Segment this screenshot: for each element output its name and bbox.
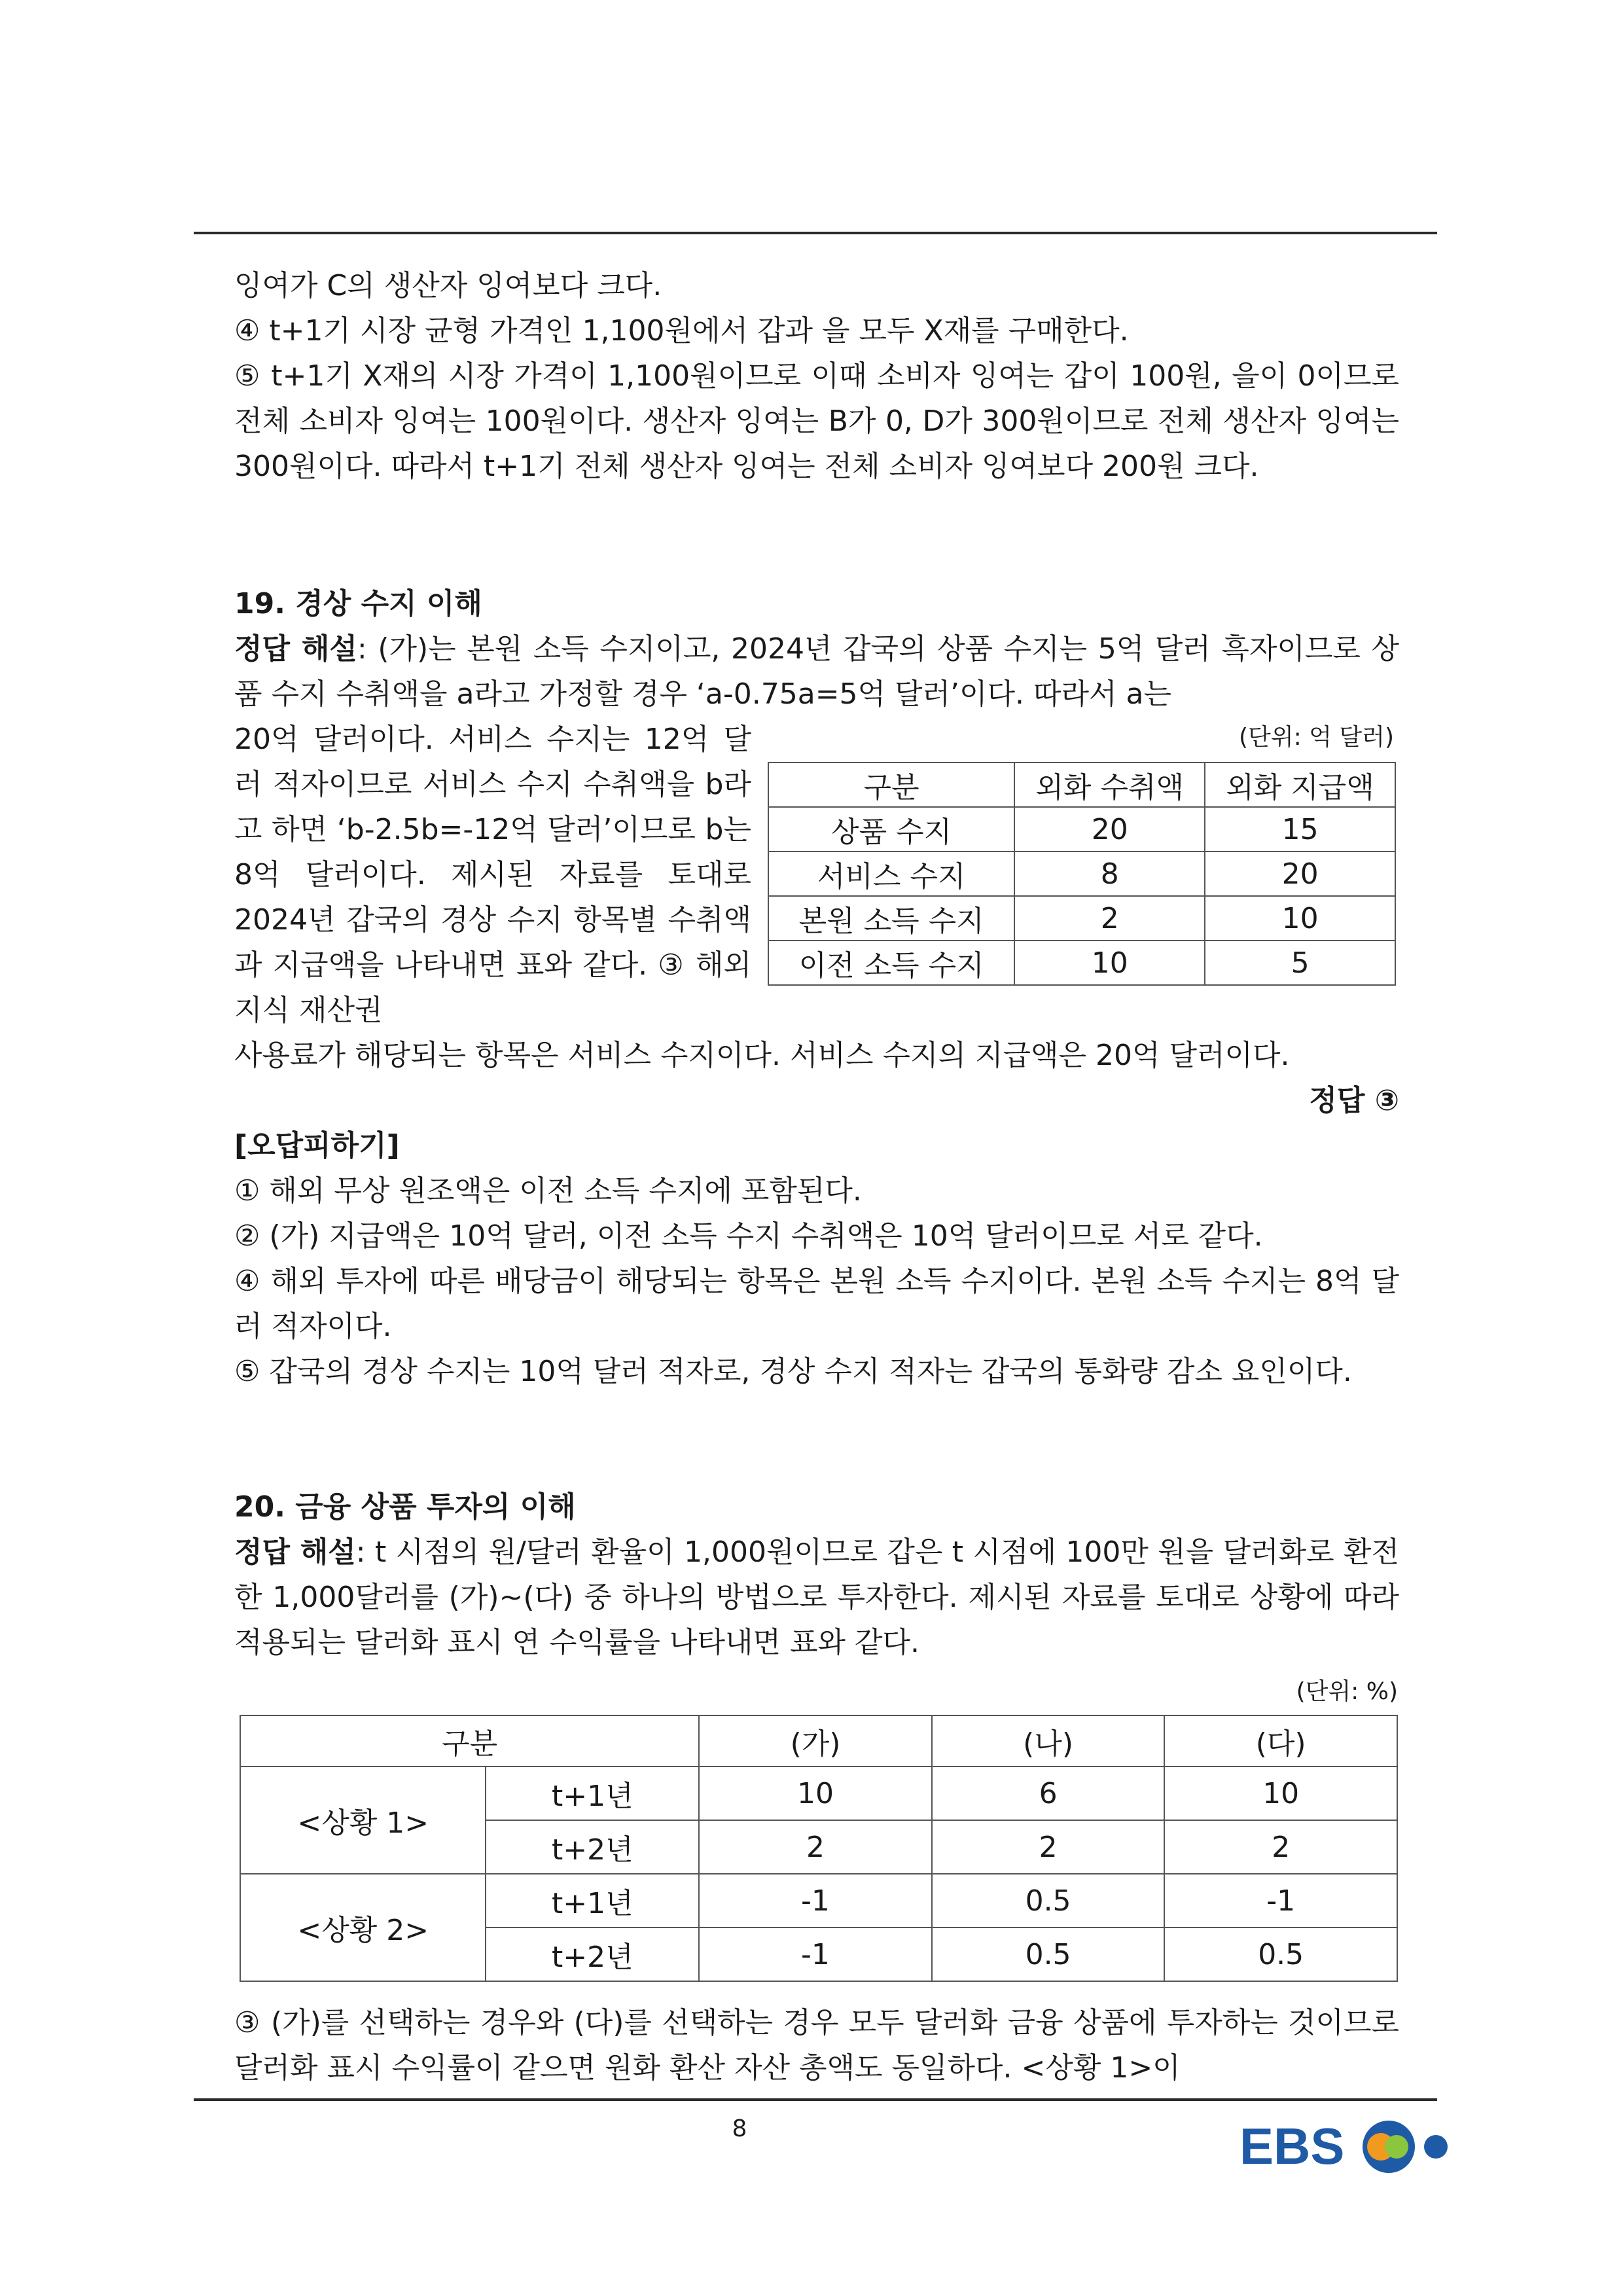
q19-answer-label: 정답 해설 <box>234 632 357 666</box>
table-cell: 2 <box>932 1820 1165 1874</box>
table-row <box>768 852 1395 896</box>
continuation-paragraph: ⑤ t+1기 X재의 시장 가격이 1,100원이므로 이때 소비자 잉여는 갑이 100원, 을이 0이므로 전체 소비자 잉여는 100원이다. 생산자 잉여는 B가 0, D가 300원이므로 전체 생산자 잉여는 300원이다. 따라서 t+1기 전체 생산자 잉여는 전체 소비자 잉여보다 200원 크다. <box>234 359 1399 483</box>
q19-table-unit: (단위: 억 달러) <box>1239 724 1394 751</box>
table-cell: 20 <box>1205 852 1395 896</box>
q19-paragraph-1 <box>234 626 1399 717</box>
table-cell: 0.5 <box>932 1874 1165 1928</box>
logo-small-dot <box>1424 2135 1448 2159</box>
ebs-logo <box>1240 2113 1462 2187</box>
table-cell: 10 <box>699 1767 932 1820</box>
table-cell: 0.5 <box>1164 1928 1397 1981</box>
ebs-logo-icon <box>1240 2113 1462 2185</box>
table-cell: 20 <box>1014 807 1205 852</box>
wrong-answer-item: ④ 해외 투자에 따른 배당금이 해당되는 항목은 본원 소득 수지이다. 본원 소득 수지는 8억 달러 적자이다. <box>234 1265 1399 1343</box>
q19-paragraph-3: 사용료가 해당되는 항목은 서비스 수지이다. 서비스 수지의 지급액은 20억 달러이다. <box>234 1039 1290 1072</box>
table-cell: 2 <box>1014 896 1205 941</box>
q20-table <box>240 1715 1398 1982</box>
page-number: 8 <box>732 2115 747 2142</box>
q19-header-cell: 구분 <box>768 762 1014 807</box>
table-cell: 본원 소득 수지 <box>768 896 1014 941</box>
q19-title: 19. 경상 수지 이해 <box>234 587 482 620</box>
wrong-answer-item: ② (가) 지급액은 10억 달러, 이전 소득 수지 수취액은 10억 달러이므로 서로 같다. <box>234 1219 1263 1253</box>
q20-title: 20. 금융 상품 투자의 이해 <box>234 1490 576 1524</box>
table-cell: -1 <box>1164 1874 1397 1928</box>
wrong-answer-item: ① 해외 무상 원조액은 이전 소득 수지에 포함된다. <box>234 1174 862 1208</box>
header-rule <box>194 232 1437 234</box>
table-row <box>240 1874 1397 1928</box>
table-cell: 2 <box>1164 1820 1397 1874</box>
wrong-answers-title: [오답피하기] <box>234 1129 400 1162</box>
q20-paragraph-2: ③ (가)를 선택하는 경우와 (다)를 선택하는 경우 모두 달러화 금융 상품에 투자하는 것이므로 달러화 표시 수익률이 같으면 원화 환산 자산 총액도 동일하다. <상황 1>이 <box>234 2006 1399 2085</box>
group-label: <상황 1> <box>240 1767 486 1874</box>
logo-text: EBS <box>1240 2117 1345 2175</box>
table-cell: t+2년 <box>486 1928 699 1981</box>
table-cell: 10 <box>1164 1767 1397 1820</box>
q19-header-cell: 외화 수취액 <box>1014 762 1205 807</box>
table-cell: t+1년 <box>486 1874 699 1928</box>
table-cell: 2 <box>699 1820 932 1874</box>
q20-table-header <box>240 1715 1397 1767</box>
q20-paragraph-1 <box>234 1530 1399 1665</box>
table-cell: 서비스 수지 <box>768 852 1014 896</box>
table-cell: t+2년 <box>486 1820 699 1874</box>
table-cell: -1 <box>699 1874 932 1928</box>
q19-answer: 정답 ③ <box>1309 1084 1399 1117</box>
table-cell: 8 <box>1014 852 1205 896</box>
q20-text-1: : t 시점의 원/달러 환율이 1,000원이므로 갑은 t 시점에 100만 원을 달러화로 환전한 1,000달러를 (가)~(다) 중 하나의 방법으로 투자한다. 제시된 자료를 토대로 상황에 따라 적용되는 달러화 표시 연 수익률을 나타내면 표와 같다. <box>234 1535 1399 1659</box>
continuation-line-1: 잉여가 C의 생산자 잉여보다 크다. <box>234 269 662 302</box>
q19-table <box>768 762 1396 986</box>
table-cell: 5 <box>1205 941 1395 985</box>
table-row <box>240 1767 1397 1820</box>
q19-table-header <box>768 762 1395 807</box>
wrong-answer-item: ⑤ 갑국의 경상 수지는 10억 달러 적자로, 경상 수지 적자는 갑국의 통화량 감소 요인이다. <box>234 1355 1352 1388</box>
table-cell: 10 <box>1205 896 1395 941</box>
q20-header-cell: (다) <box>1164 1715 1397 1767</box>
q20-header-cell: (나) <box>932 1715 1165 1767</box>
table-cell: -1 <box>699 1928 932 1981</box>
table-cell: 이전 소득 수지 <box>768 941 1014 985</box>
continuation-line-2: ④ t+1기 시장 균형 가격인 1,100원에서 갑과 을 모두 X재를 구매한다. <box>234 314 1129 348</box>
group-label: <상황 2> <box>240 1874 486 1981</box>
q20-answer-label: 정답 해설 <box>234 1535 356 1569</box>
q20-header-cell: (가) <box>699 1715 932 1767</box>
table-cell: 상품 수지 <box>768 807 1014 852</box>
q20-table-unit: (단위: %) <box>1296 1678 1398 1705</box>
table-row <box>768 807 1395 852</box>
q19-header-cell: 외화 지급액 <box>1205 762 1395 807</box>
q19-text-1: : (가)는 본원 소득 수지이고, 2024년 갑국의 상품 수지는 5억 달러 흑자이므로 상품 수지 수취액을 a라고 가정할 경우 ‘a-0.75a=5억 달러’이다. 따라서 a는 <box>234 632 1399 711</box>
table-cell: 0.5 <box>932 1928 1165 1981</box>
table-cell: 15 <box>1205 807 1395 852</box>
table-cell: t+1년 <box>486 1767 699 1820</box>
footer-rule <box>194 2098 1437 2101</box>
table-cell: 6 <box>932 1767 1165 1820</box>
table-cell: 10 <box>1014 941 1205 985</box>
logo-green-dot <box>1385 2135 1408 2159</box>
q20-header-cell: 구분 <box>240 1715 699 1767</box>
table-row <box>768 896 1395 941</box>
q19-paragraph-2: 20억 달러이다. 서비스 수지는 12억 달러 적자이므로 서비스 수지 수취액을 b라고 하면 ‘b-2.5b=-12억 달러’이므로 b는 8억 달러이다. 제시된 자료를 토대로 2024년 갑국의 경상 수지 항목별 수취액과 지급액을 나타내면 표와 같다. ③ 해외 지식 재산권 <box>234 723 751 1027</box>
table-row <box>768 941 1395 985</box>
